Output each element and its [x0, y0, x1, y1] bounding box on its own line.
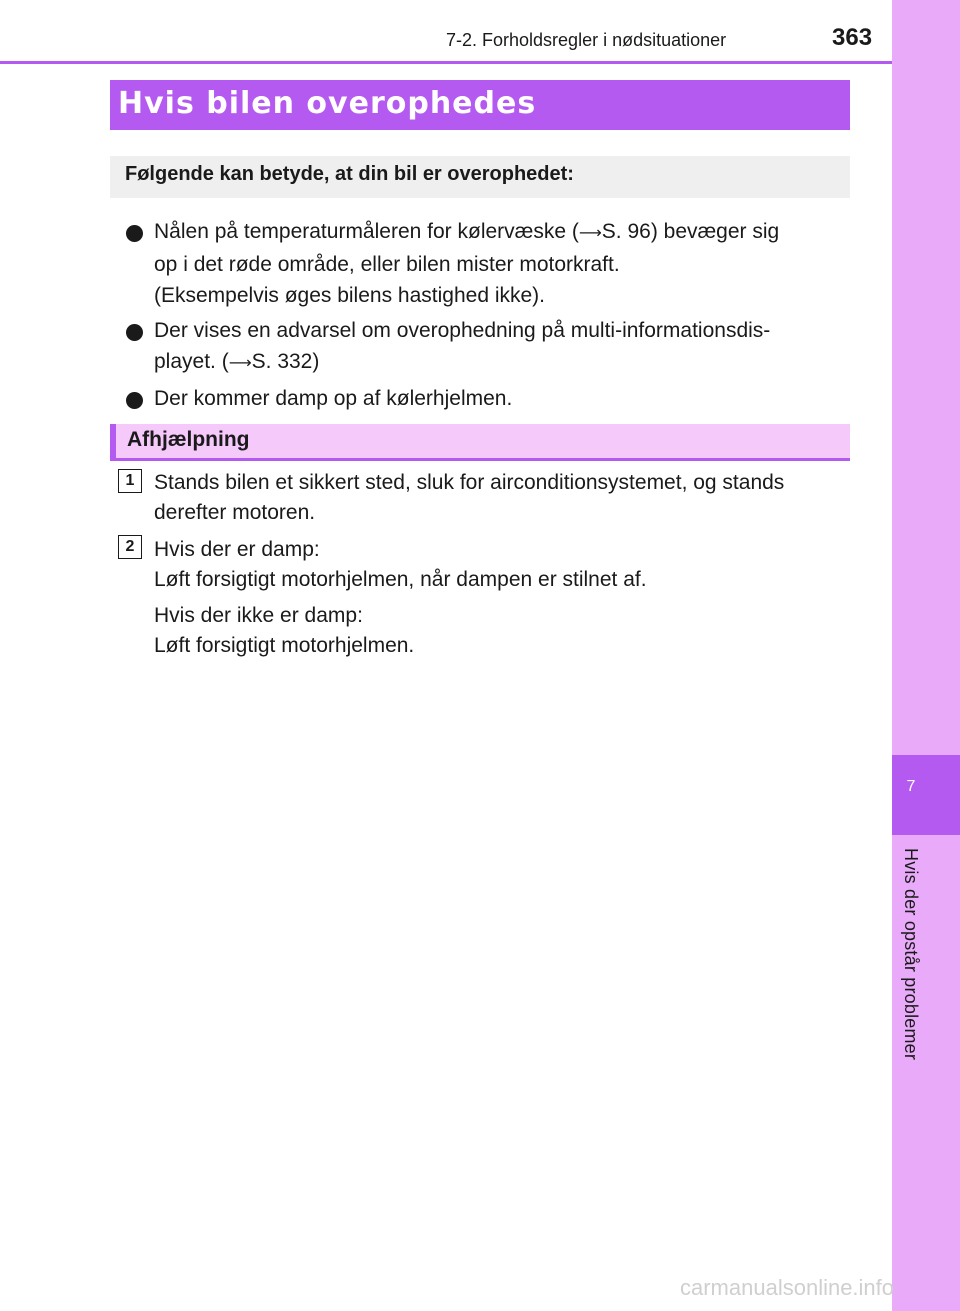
intro-text: Følgende kan betyde, at din bil er overophedet: — [125, 163, 574, 185]
section-header: 7-2. Forholdsregler i nødsituationer — [446, 30, 727, 50]
bullet-line: op i det røde område, eller bilen mister motorkraft. — [154, 253, 620, 276]
step-1-text — [154, 468, 854, 528]
step-line: Hvis der ikke er damp: — [154, 604, 363, 627]
bullet-icon — [126, 324, 143, 341]
side-tab — [892, 0, 960, 1311]
section-accent — [110, 424, 116, 458]
chapter-title: Hvis der opstår problemer — [901, 848, 921, 1061]
bullet-line: Der vises en advarsel om overophedning på multi-informationsdis- — [154, 319, 771, 342]
step-2-text — [154, 535, 854, 661]
intro-box — [110, 156, 850, 198]
list-item — [126, 383, 846, 414]
watermark: carmanualsonline.info — [680, 1275, 895, 1300]
symptom-list — [126, 216, 846, 418]
right-arrow-icon: ⟶ — [228, 355, 252, 372]
step-line: Løft forsigtigt motorhjelmen. — [154, 634, 415, 657]
step-number-badge: 1 — [118, 469, 142, 493]
bullet-icon — [126, 225, 143, 242]
step-line: Hvis der er damp: — [154, 538, 320, 561]
right-arrow-icon: ⟶ — [578, 225, 602, 242]
step-line: Løft forsigtigt motorhjelmen, når dampen er stilnet af. — [154, 568, 647, 591]
page-number: 363 — [832, 24, 873, 51]
step-line: derefter motoren. — [154, 501, 316, 524]
bullet-line: playet. (⟶S. 332) — [154, 350, 320, 373]
bullet-line: (Eksempelvis øges bilens hastighed ikke). — [154, 284, 546, 307]
step-line: Stands bilen et sikkert sted, sluk for airconditionsystemet, og stands — [154, 471, 785, 494]
remedy-section-bar — [110, 424, 850, 461]
step-2-sub-block — [154, 601, 854, 661]
remedy-heading: Afhjælpning — [127, 428, 250, 451]
bullet-line: Der kommer damp op af kølerhjelmen. — [154, 387, 513, 410]
page-title: Hvis bilen overophedes — [118, 86, 537, 121]
bullet-icon — [126, 392, 143, 409]
chapter-number: 7 — [906, 778, 916, 795]
list-item — [126, 216, 846, 311]
title-bar — [110, 80, 850, 130]
step-number-badge: 2 — [118, 535, 142, 559]
header-rule — [0, 61, 892, 64]
bullet-line: Nålen på temperaturmåleren for kølervæske (⟶S. 96) bevæger sig — [154, 220, 780, 243]
list-item — [126, 315, 846, 379]
